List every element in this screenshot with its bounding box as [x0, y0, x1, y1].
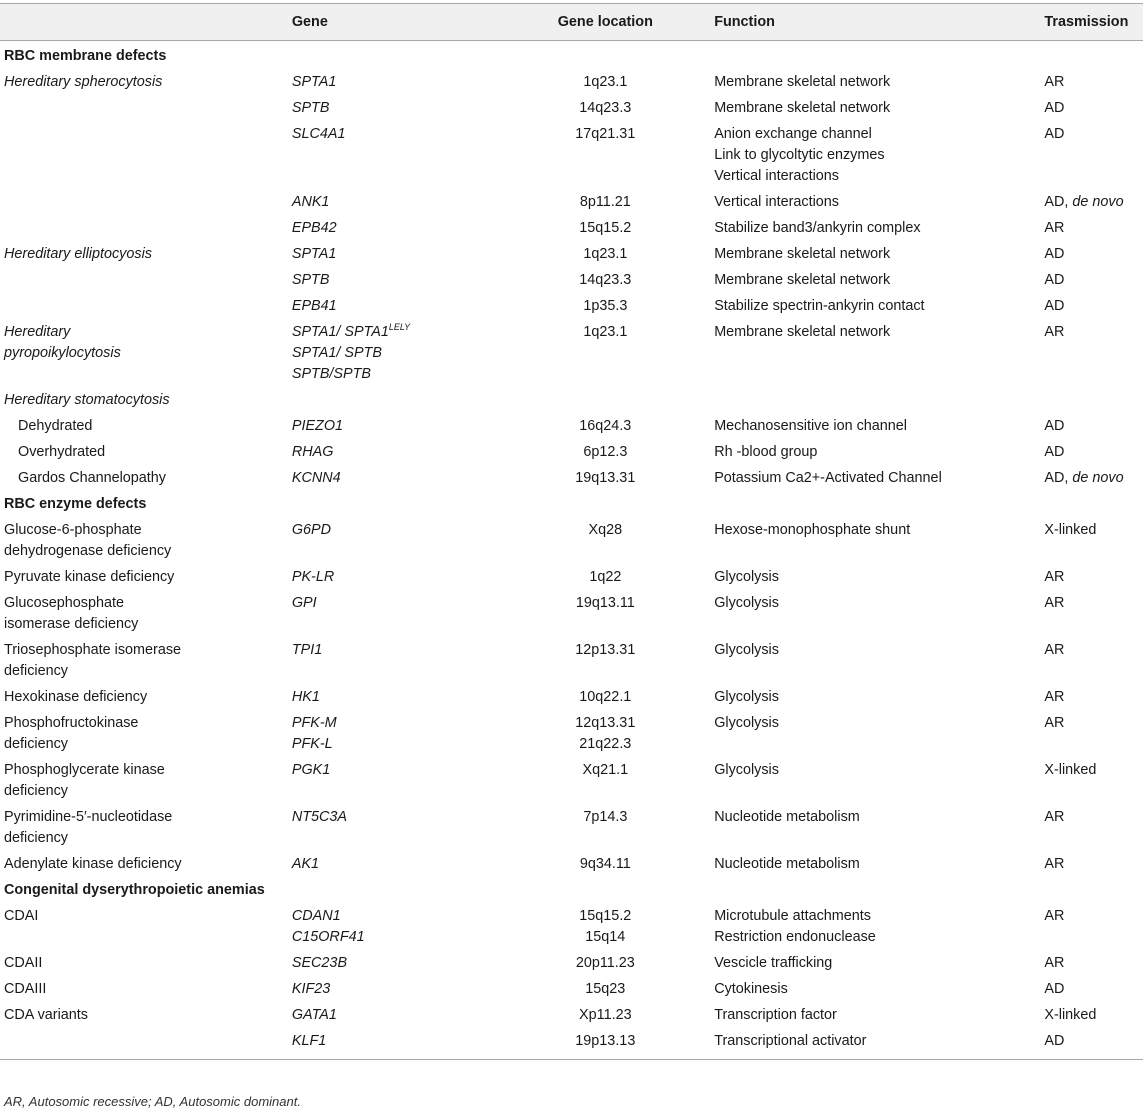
table-row	[0, 213, 1143, 239]
header-row	[0, 4, 1143, 41]
header-function: Function	[714, 4, 1044, 41]
transmission-cell: AR	[1044, 908, 1065, 924]
gene-cell	[292, 901, 497, 948]
table-row	[0, 1000, 1143, 1026]
function-cell: Transcriptional activator	[714, 1026, 1044, 1060]
section-title: Congenital dyserythropoietic anemias	[4, 882, 265, 898]
table-row	[0, 755, 1143, 802]
disease-line: isomerase deficiency	[4, 616, 139, 632]
disease-line: Phosphoglycerate kinase	[4, 762, 165, 778]
location-cell: 14q23.3	[579, 272, 632, 288]
table-row	[0, 802, 1143, 849]
table-row	[0, 411, 1143, 437]
disease-line: deficiency	[4, 830, 68, 846]
location-cell: Xq21.1	[582, 762, 629, 778]
disease-cell: Overhydrated	[18, 444, 106, 460]
gene-cell: ANK1	[291, 194, 330, 210]
gene-cell: SLC4A1	[291, 126, 346, 142]
gene-cell: G6PD	[291, 522, 332, 538]
disease-line: deficiency	[4, 663, 68, 679]
function-cell: Vescicle trafficking	[714, 955, 833, 971]
function-cell: Stabilize band3/ankyrin complex	[714, 220, 921, 236]
transmission-cell: AR	[1044, 595, 1065, 611]
disease-cell: CDAII	[4, 955, 43, 971]
gene-cell	[292, 708, 497, 755]
gene-cell: TPI1	[291, 642, 323, 658]
location-cell: 6p12.3	[583, 444, 628, 460]
disease-line: deficiency	[4, 736, 68, 752]
gene-line: PFK-M	[291, 715, 337, 731]
disease-cell	[0, 802, 292, 849]
function-cell: Membrane skeletal network	[714, 272, 891, 288]
header-transmission: Trasmission	[1044, 4, 1143, 41]
location-cell: 1q23.1	[583, 324, 628, 340]
disease-cell: Gardos Channelopathy	[18, 470, 167, 486]
disease-cell: CDAI	[4, 908, 39, 924]
gene-cell: SEC23B	[291, 955, 348, 971]
disease-cell	[0, 515, 292, 562]
disease-line: pyropoikylocytosis	[4, 345, 121, 361]
transmission-cell: AR	[1044, 220, 1065, 236]
table-row	[0, 974, 1143, 1000]
header-disease	[0, 4, 292, 41]
table-row	[0, 463, 1143, 489]
function-cell: Glycolysis	[714, 595, 779, 611]
section-title: RBC enzyme defects	[4, 496, 147, 512]
location-cell: Xp11.23	[579, 1007, 632, 1023]
function-cell: Potassium Ca2+-Activated Channel	[714, 470, 942, 486]
function-cell: Glycolysis	[714, 715, 779, 731]
location-cell: 1q23.1	[583, 74, 628, 90]
transmission-cell: AR	[1044, 324, 1065, 340]
gene-line: PFK-L	[291, 736, 333, 752]
function-line: Link to glycoltytic enzymes	[714, 147, 885, 163]
table-footnote: AR, Autosomic recessive; AD, Autosomic dominant.	[4, 1094, 301, 1109]
table-row	[0, 849, 1143, 875]
table-row	[0, 901, 1143, 948]
gene-cell: AK1	[291, 856, 320, 872]
function-line: Vertical interactions	[714, 168, 839, 184]
table-row	[0, 682, 1143, 708]
function-cell: Glycolysis	[714, 762, 779, 778]
gene-cell: KCNN4	[291, 470, 341, 486]
transmission-cell: AD	[1044, 298, 1065, 314]
function-cell: Rh -blood group	[714, 444, 818, 460]
disease-line: dehydrogenase deficiency	[4, 543, 172, 559]
table-row	[0, 385, 1143, 411]
disease-cell	[0, 588, 292, 635]
function-cell: Vertical interactions	[714, 194, 839, 210]
table-row	[0, 67, 1143, 93]
location-cell: 20p11.23	[575, 955, 635, 971]
gene-cell: RHAG	[291, 444, 334, 460]
transmission-cell: AD	[1044, 246, 1065, 262]
function-cell: Glycolysis	[714, 569, 779, 585]
transmission-cell: AR	[1044, 74, 1065, 90]
location-cell: 15q23	[585, 981, 626, 997]
transmission-note: de novo	[1072, 194, 1124, 210]
table-row	[0, 291, 1143, 317]
gene-cell: SPTA1	[291, 74, 337, 90]
gene-cell: PK-LR	[291, 569, 335, 585]
table-row	[0, 187, 1143, 213]
gene-line: SPTB/SPTB	[291, 366, 372, 382]
location-line: 12q13.31	[575, 715, 636, 731]
table-row	[0, 239, 1143, 265]
transmission-cell: AD	[1044, 444, 1065, 460]
gene-cell: EPB41	[291, 298, 337, 314]
function-cell: Hexose-monophosphate shunt	[714, 522, 911, 538]
transmission-cell	[1044, 463, 1143, 489]
function-cell: Mechanosensitive ion channel	[714, 418, 907, 434]
transmission-cell: AR	[1044, 689, 1065, 705]
gene-cell: KLF1	[292, 1026, 497, 1060]
transmission-cell	[1044, 187, 1143, 213]
gene-line: SPTA1/ SPTB	[291, 345, 382, 361]
disease-cell	[0, 708, 292, 755]
genetics-table	[0, 3, 1143, 1060]
transmission-cell: AR	[1044, 856, 1065, 872]
gene-line: CDAN1	[291, 908, 341, 924]
disease-line: Phosphofructokinase	[4, 715, 139, 731]
location-line: 15q14	[585, 929, 626, 945]
gene-cell: PIEZO1	[291, 418, 344, 434]
table-row	[0, 635, 1143, 682]
disease-cell: Hereditary stomatocytosis	[4, 392, 170, 408]
gene-cell: NT5C3A	[291, 809, 348, 825]
transmission-cell: AR	[1044, 809, 1065, 825]
transmission-cell: AD	[1044, 981, 1065, 997]
transmission-cell: AD	[1044, 100, 1065, 116]
section-title: RBC membrane defects	[4, 48, 167, 64]
disease-line: Hereditary	[4, 324, 71, 340]
table-row	[0, 562, 1143, 588]
disease-cell: Hexokinase deficiency	[4, 689, 148, 705]
table-row	[0, 93, 1143, 119]
disease-line: Glucosephosphate	[4, 595, 125, 611]
disease-cell: CDAIII	[4, 981, 47, 997]
gene-cell: KIF23	[291, 981, 331, 997]
gene-superscript: LELY	[388, 322, 411, 333]
disease-cell	[0, 317, 292, 385]
function-cell: Glycolysis	[714, 642, 779, 658]
disease-cell	[0, 755, 292, 802]
gene-cell: SPTB	[291, 100, 330, 116]
function-cell: Membrane skeletal network	[714, 100, 891, 116]
location-cell: 16q24.3	[579, 418, 632, 434]
transmission-text: AD,	[1044, 194, 1073, 210]
disease-line: Pyrimidine-5′-nucleotidase	[4, 809, 173, 825]
location-cell: Xq28	[588, 522, 623, 538]
table-row	[0, 119, 1143, 187]
table-row	[0, 515, 1143, 562]
function-cell: Nucleotide metabolism	[714, 809, 860, 825]
location-cell: 17q21.31	[575, 126, 636, 142]
location-cell: 1q22	[589, 569, 622, 585]
disease-cell: Dehydrated	[18, 418, 93, 434]
transmission-cell: AD	[1044, 418, 1065, 434]
table-row	[0, 708, 1143, 755]
location-cell: 19q13.31	[575, 470, 636, 486]
location-cell	[496, 901, 714, 948]
location-cell: 15q15.2	[579, 220, 632, 236]
function-cell	[714, 119, 1044, 187]
function-cell: Nucleotide metabolism	[714, 856, 860, 872]
gene-cell: SPTB	[291, 272, 330, 288]
function-line: Microtubule attachments	[714, 908, 871, 924]
location-cell: 19q13.11	[575, 595, 635, 611]
gene-cell: PGK1	[291, 762, 331, 778]
section-row	[0, 41, 1143, 68]
transmission-cell: AR	[1044, 715, 1065, 731]
gene-line: C15ORF41	[291, 929, 365, 945]
gene-cell: GPI	[291, 595, 317, 611]
function-cell: Membrane skeletal network	[714, 74, 891, 90]
disease-line: deficiency	[4, 783, 68, 799]
section-row	[0, 875, 1143, 901]
transmission-cell: AR	[1044, 642, 1065, 658]
function-cell	[714, 901, 1044, 948]
location-cell: 9q34.11	[579, 856, 631, 872]
function-cell: Membrane skeletal network	[714, 246, 891, 262]
gene-cell: EPB42	[291, 220, 337, 236]
disease-cell: Pyruvate kinase deficiency	[4, 569, 175, 585]
location-cell: 10q22.1	[579, 689, 632, 705]
gene-cell	[292, 317, 497, 385]
function-line: Restriction endonuclease	[714, 929, 876, 945]
gene-line: SPTA1/ $SPTA1^{LELY}$	[291, 322, 411, 340]
function-cell: Transcription factor	[714, 1007, 837, 1023]
table-row	[0, 948, 1143, 974]
header-gene-location: Gene location	[496, 4, 714, 41]
disease-cell: Hereditary spherocytosis	[4, 74, 163, 90]
location-cell: 12p13.31	[575, 642, 636, 658]
disease-cell: CDA variants	[4, 1007, 88, 1023]
location-line: 21q22.3	[579, 736, 632, 752]
function-line: Anion exchange channel	[714, 126, 872, 142]
gene-cell: HK1	[291, 689, 320, 705]
transmission-cell: AR	[1044, 955, 1065, 971]
location-cell: 14q23.3	[579, 100, 632, 116]
section-row	[0, 489, 1143, 515]
header-gene: Gene	[292, 4, 497, 41]
table-row	[0, 588, 1143, 635]
location-cell: 19p13.13	[496, 1026, 714, 1060]
transmission-cell: X-linked	[1044, 1007, 1097, 1023]
function-cell: Cytokinesis	[714, 981, 788, 997]
disease-cell	[0, 635, 292, 682]
gene-cell: SPTA1	[291, 246, 337, 262]
disease-cell: Adenylate kinase deficiency	[4, 856, 182, 872]
location-cell: 8p11.21	[579, 194, 631, 210]
function-cell: Glycolysis	[714, 689, 779, 705]
transmission-cell: X-linked	[1044, 762, 1097, 778]
table-row	[0, 437, 1143, 463]
transmission-cell: AD	[1044, 1026, 1143, 1060]
function-cell: Membrane skeletal network	[714, 324, 891, 340]
location-cell	[496, 708, 714, 755]
transmission-text: AD,	[1044, 470, 1073, 486]
gene-cell: GATA1	[291, 1007, 337, 1023]
location-cell: 1q23.1	[583, 246, 628, 262]
transmission-cell: AD	[1044, 126, 1065, 142]
function-cell: Stabilize spectrin-ankyrin contact	[714, 298, 925, 314]
disease-line: Triosephosphate isomerase	[4, 642, 182, 658]
table-row	[0, 265, 1143, 291]
transmission-cell: X-linked	[1044, 522, 1097, 538]
transmission-cell: AR	[1044, 569, 1065, 585]
location-cell: 7p14.3	[583, 809, 628, 825]
disease-line: Glucose-6-phosphate	[4, 522, 142, 538]
table-row	[0, 317, 1143, 385]
disease-cell: Hereditary elliptocyosis	[4, 246, 152, 262]
table-row	[0, 1026, 1143, 1060]
location-cell: 1p35.3	[583, 298, 628, 314]
location-line: 15q15.2	[579, 908, 632, 924]
transmission-note: de novo	[1072, 470, 1124, 486]
transmission-cell: AD	[1044, 272, 1065, 288]
